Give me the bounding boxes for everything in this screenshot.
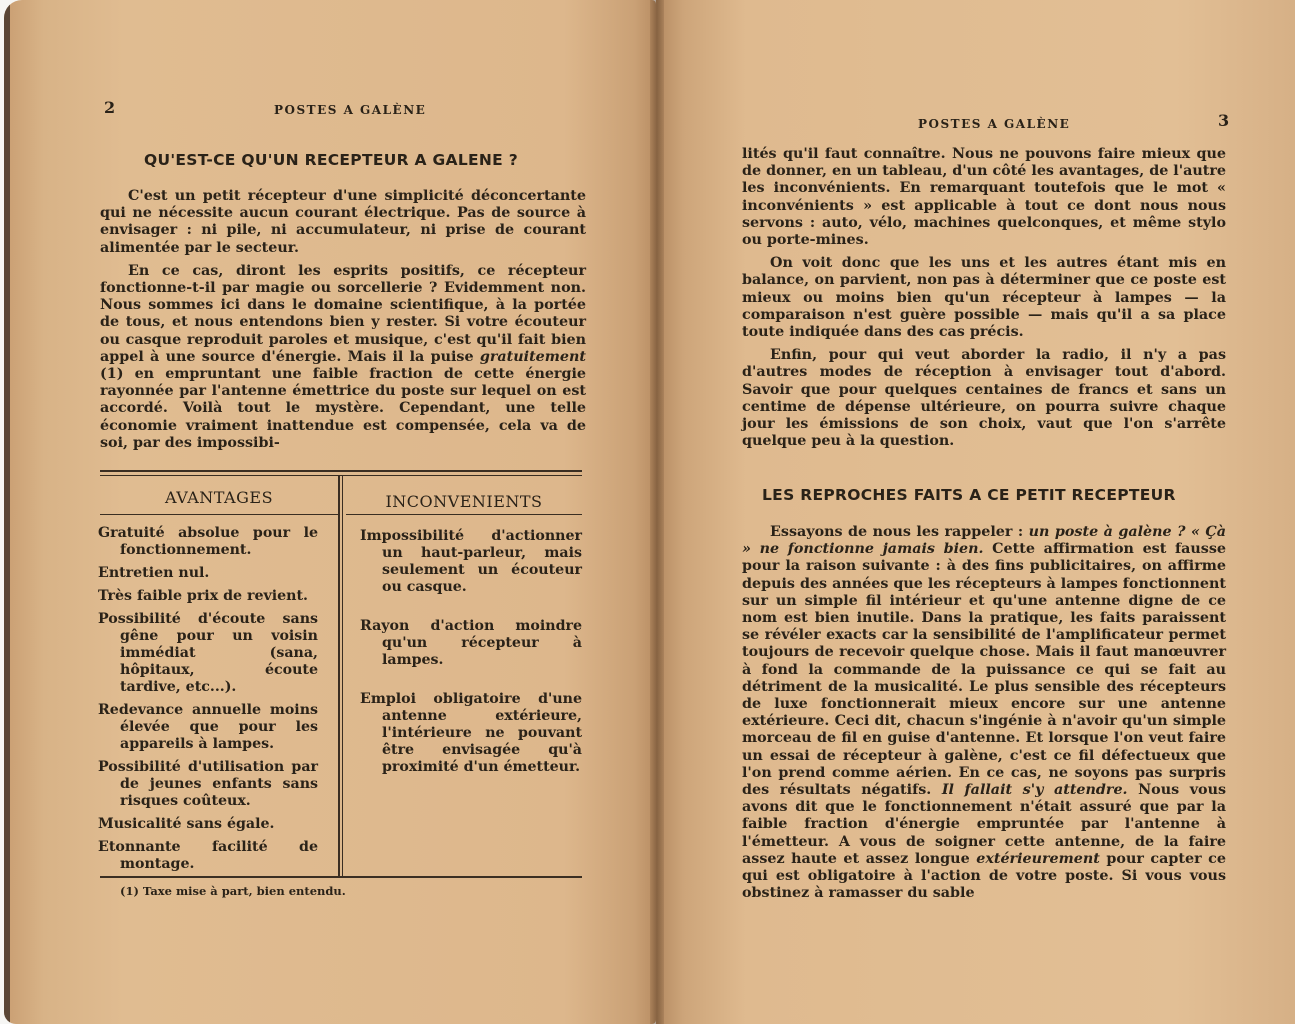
page-number-left: 2 [104, 98, 116, 117]
paragraph-1: C'est un petit récepteur d'une simplicité déconcertante qui ne nécessite aucun courant électrique. Pas de source à envisager : ni pile, ni accumulateur, ni prise de courant alimentée par le secteur. [100, 188, 586, 256]
list-item: Etonnante facilité de montage. [98, 839, 318, 872]
list-item: Rayon d'action moindre qu'un récepteur à lampes. [360, 618, 582, 668]
paragraph-2-part-a: En ce cas, diront les esprits positifs, ce récepteur fonctionne-t-il par magie ou sorcellerie ? Evidemment non. Nous sommes ici dans le domaine scientifique, à la portée de tous, et nous entendons bien y rester. Si votre écouteur ou casque reproduit paroles et musique, c'est qu'il fait bien appel à une source d'énergie. Mais il la puise [100, 262, 586, 365]
table-top-rule [100, 470, 582, 472]
left-page [4, 0, 656, 1024]
paragraph-6-italic: Il fallait s'y attendre. [941, 782, 1128, 799]
paragraph-6-quote: un poste à galène ? « Çà » ne fonctionne jamais bien. [742, 524, 1226, 558]
running-head-left: POSTES A GALÈNE [274, 103, 427, 117]
list-item: Possibilité d'utilisation par de jeunes enfants sans risques coûteux. [98, 759, 318, 809]
paragraph-5: Enfin, pour qui veut aborder la radio, il n'y a pas d'autres modes de réception à envisager tout d'abord. Savoir que pour quelques centaines de francs et sans un centime de dépense ultérieure, on pourra suivre chaque jour les émissions de son choix, vaut que l'on s'arrête quelque peu à la question. [742, 347, 1226, 450]
avantages-list [98, 525, 318, 879]
reproaches-text [742, 524, 1226, 908]
table-divider-2 [342, 476, 343, 876]
paragraph-6-italic-2: extérieurement [976, 850, 1100, 867]
paragraph-2 [100, 263, 586, 452]
open-booklet [4, 0, 1295, 1024]
page-number-right: 3 [1218, 111, 1230, 130]
list-item: Possibilité d'écoute sans gêne pour un voisin immédiat (sana, hôpitaux, écoute tardive, etc...). [98, 611, 318, 695]
list-item: Redevance annuelle moins élevée que pour les appareils à lampes. [98, 702, 318, 752]
continuation-text [742, 146, 1226, 456]
paragraph-6-body-b: Nous vous avons dit que le fonctionnement n'était assuré que par la faible fraction d'énergie empruntée par l'antenne à l'émetteur. A vous de soigner cette antenne, de la faire assez haute et assez longue [742, 782, 1227, 867]
list-item: Emploi obligatoire d'une antenne extérieure, l'intérieure ne pouvant être envisagée qu'à proximité d'un émetteur. [360, 691, 582, 775]
running-head-right: POSTES A GALÈNE [918, 117, 1071, 131]
book-gutter [650, 0, 664, 1024]
paragraph-2-italic: gratuitement [479, 348, 586, 365]
paragraph-4: On voit donc que les uns et les autres étant mis en balance, on parvient, non pas à déterminer que ce poste est mieux ou moins bien qu'un récepteur à lampes — la comparaison n'est guère possible — mais qu'il a sa place toute indiquée dans des cas précis. [742, 255, 1226, 341]
col-title-avantages: AVANTAGES [164, 488, 274, 507]
list-item: Gratuité absolue pour le fonctionnement. [98, 525, 318, 558]
intro-text [100, 188, 586, 458]
col-title-inconvenients: INCONVENIENTS [385, 492, 543, 511]
list-item: Très faible prix de revient. [98, 588, 308, 604]
cover-edge [4, 0, 10, 1024]
inconvenients-list [360, 528, 582, 782]
col1-header-rule [100, 514, 338, 515]
footnote: (1) Taxe mise à part, bien entendu. [120, 884, 346, 898]
paragraph-6-body-c: pour capter ce qui est obligatoire à l'action de votre poste. Si vous vous obstinez à ramasser du sable [742, 850, 1226, 902]
right-page [656, 0, 1295, 1024]
paragraph-6-body: Cette affirmation est fausse pour la raison suivante : à des fins publicitaires, on affirme depuis des années que les récepteurs à lampes fonctionnent sur un simple fil intérieur et qu'une antenne digne de ce nom est bien inutile. Dans la pratique, les faits paraissent se révéler exacts car la sensibilité de l'amplificateur permet toujours de recevoir quelque chose. Mais il faut manœuvrer à fond la commande de la puissance ce qui se fait au détriment de la musicalité. Le plus sensible des récepteurs de luxe fonctionnerait mieux encore sur une antenne extérieure. Ceci dit, chacun s'ingénie à n'avoir qu'un simple morceau de fil en guise d'antenne. Et lorsque l'on veut faire un essai de récepteur à galène, c'est ce fil défectueux que l'on prend comme aérien. En ce cas, ne soyons pas surpris des résultats négatifs. [742, 541, 1226, 799]
table-divider-1 [338, 476, 340, 876]
list-item: Entretien nul. [98, 565, 210, 581]
paragraph-6 [742, 524, 1226, 902]
col2-header-rule [346, 514, 582, 515]
section-heading-right: LES REPROCHES FAITS A CE PETIT RECEPTEUR [762, 486, 1176, 504]
paragraph-6-intro: Essayons de nous les rappeler : [770, 524, 1024, 540]
list-item: Musicalité sans égale. [98, 816, 275, 832]
section-heading-left: QU'EST-CE QU'UN RECEPTEUR A GALENE ? [144, 151, 519, 169]
list-item: Impossibilité d'actionner un haut-parleur, mais seulement un écouteur ou casque. [360, 528, 582, 595]
paragraph-3: lités qu'il faut connaître. Nous ne pouvons faire mieux que de donner, en un tableau, d'un côté les avantages, de l'autre les inconvénients. En remarquant toutefois que le mot « inconvénients » est applicable à tout ce dont nous nous servons : auto, vélo, machines quelconques, et même stylo ou porte-mines. [742, 146, 1226, 249]
paragraph-2-part-b: (1) en empruntant une faible fraction de cette énergie rayonnée par l'antenne émettrice du poste sur lequel on est accordé. Voilà tout le mystère. Cependant, une telle économie vraiment inattendue est compensée, cela va de soi, par des impossibi- [100, 366, 586, 451]
table-top-rule-thin [100, 475, 582, 476]
